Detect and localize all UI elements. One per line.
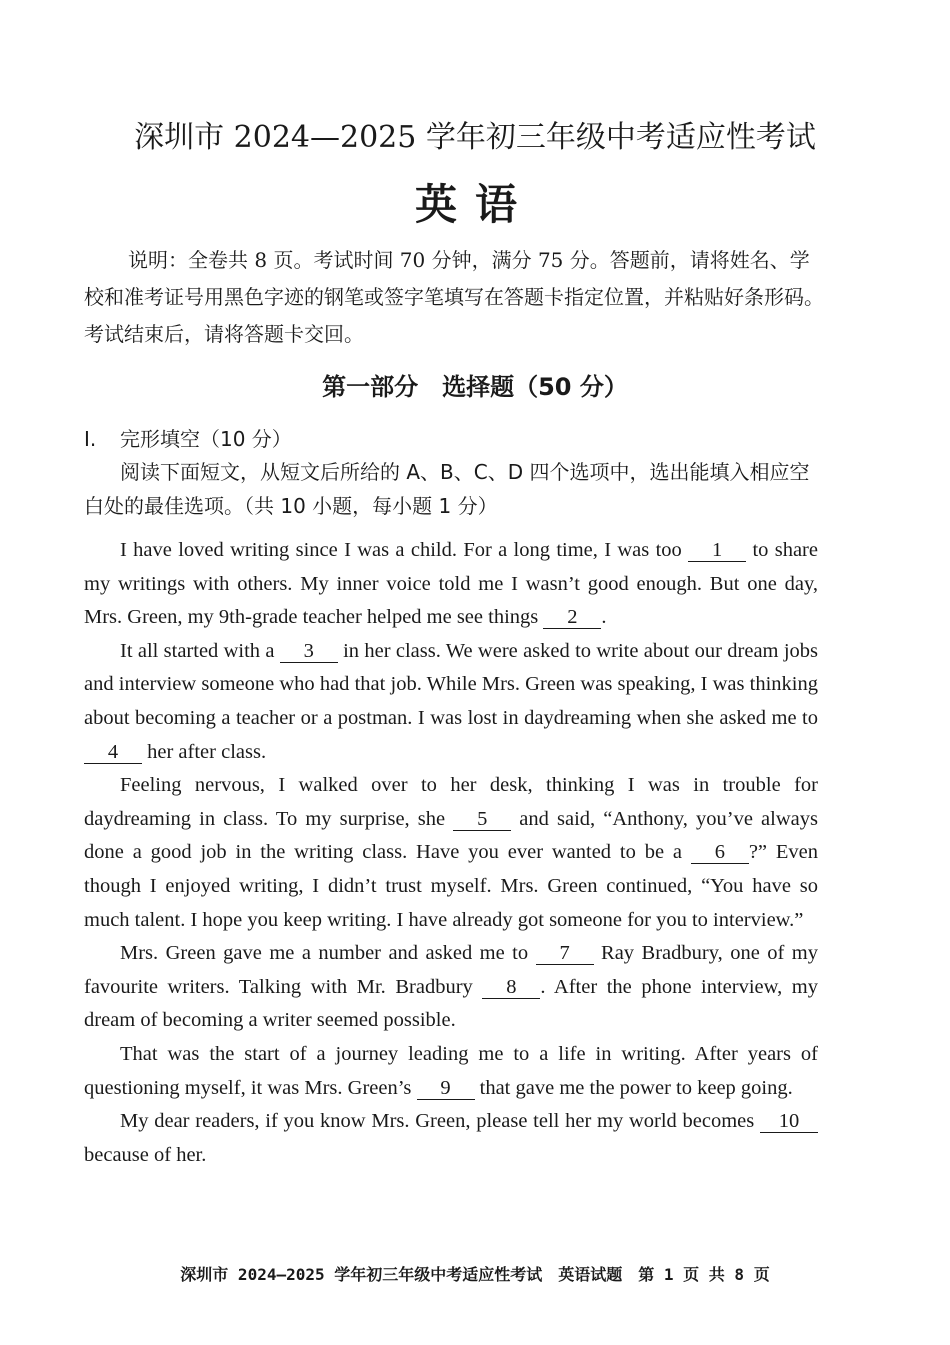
blank-10: 10 <box>760 1110 818 1133</box>
section-description: 阅读下面短文，从短文后所给的 A、B、C、D 四个选项中，选出能填入相应空白处的最佳选项。（共 10 小题，每小题 1 分） <box>84 460 810 518</box>
blank-4: 4 <box>84 741 142 764</box>
page-footer: 深圳市 2024—2025 学年初三年级中考适应性考试 英语试题 第 1 页 共 8 页 <box>180 1265 770 1284</box>
blank-5: 5 <box>453 808 511 831</box>
paragraph: Feeling nervous, I walked over to her desk, thinking I was in trouble for daydreaming in class. To my surprise, she 5 and said, “Anthony, you’ve always done a good job in the writing class. Have you ever wanted to be a 6 ?” Even though I enjoyed writing, I didn’t trust myself. Mrs. Green continued, “You have so much talent. I hope you keep writing. I have already got someone for you to interview.” <box>84 774 818 931</box>
section-heading <box>84 423 292 452</box>
blank-1: 1 <box>688 539 746 562</box>
section-title: 完形填空（10 分） <box>120 427 292 451</box>
paragraph: My dear readers, if you know Mrs. Green, please tell her my world becomes 10 because of her. <box>84 1105 818 1172</box>
part-heading: 第一部分 选择题（50 分） <box>322 373 628 401</box>
blank-8: 8 <box>482 976 540 999</box>
blank-6: 6 <box>691 841 749 864</box>
section-number: I. <box>84 427 97 451</box>
blank-3: 3 <box>280 640 338 663</box>
exam-title: 深圳市 2024—2025 学年初三年级中考适应性考试 <box>134 120 816 155</box>
cloze-passage <box>84 534 818 1172</box>
subject-title: 英语 <box>414 180 535 229</box>
paragraph: I have loved writing since I was a child. For a long time, I was too 1 to share my writings with others. My inner voice told me I wasn’t good enough. But one day, Mrs. Green, my 9th-grade teacher helped me see things 2 . <box>84 539 818 629</box>
paragraph: Mrs. Green gave me a number and asked me to 7 Ray Bradbury, one of my favourite writers. Talking with Mr. Bradbury 8 . After the phone interview, my dream of becoming a writer seemed possible. <box>84 942 818 1032</box>
blank-7: 7 <box>536 942 594 965</box>
paragraph: It all started with a 3 in her class. We were asked to write about our dream jobs and interview someone who had that job. While Mrs. Green was speaking, I was thinking about becoming a teacher or a postman. I was lost in daydreaming when she asked me to 4 her after class. <box>84 639 818 763</box>
instructions: 说明：全卷共 8 页。考试时间 70 分钟，满分 75 分。答题前，请将姓名、学校和准考证号用黑色字迹的钢笔或签字笔填写在答题卡指定位置，并粘贴好条形码。考试结束后，请将答题卡交回。 <box>84 248 824 346</box>
blank-2: 2 <box>543 606 601 629</box>
blank-9: 9 <box>417 1077 475 1100</box>
paragraph: That was the start of a journey leading me to a life in writing. After years of questioning myself, it was Mrs. Green’s 9 that gave me the power to keep going. <box>84 1042 818 1099</box>
